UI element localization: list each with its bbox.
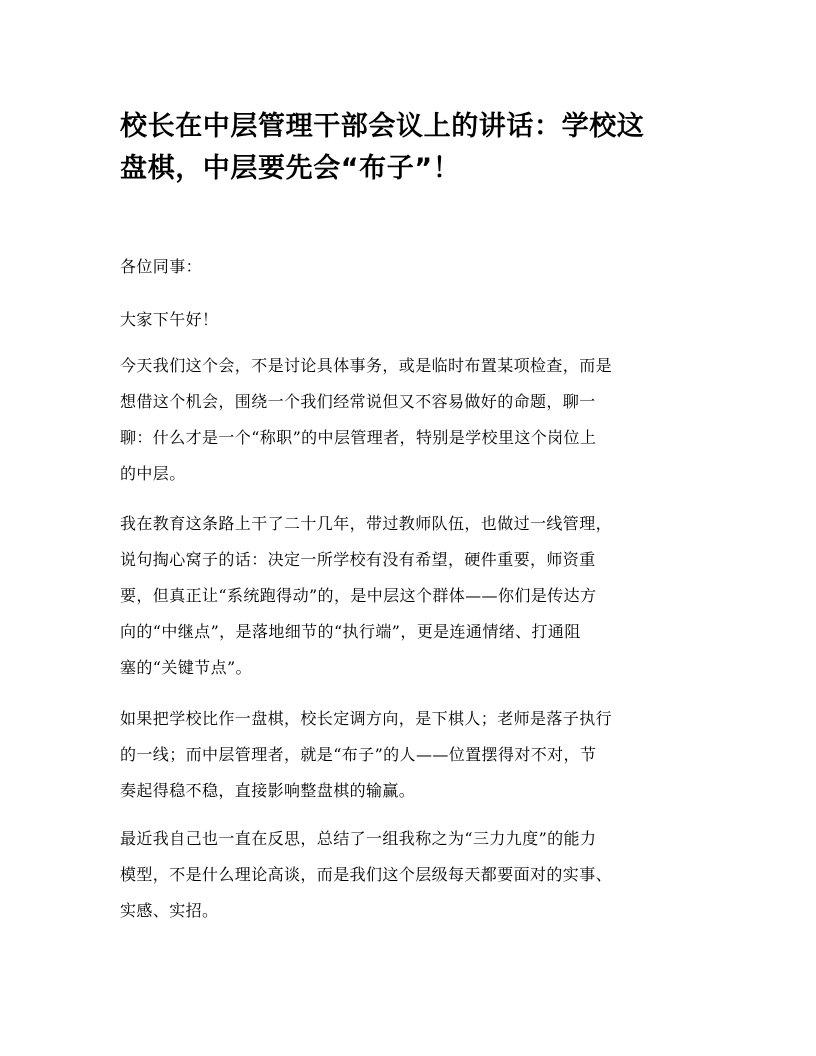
text-line: 奏起得稳不稳，直接影响整盘棋的输赢。 xyxy=(120,781,416,800)
title-line: 盘棋，中层要先会“布子”！ xyxy=(120,153,461,184)
text-line: 模型，不是什么理论高谈，而是我们这个层级每天都要面对的实事、 xyxy=(120,865,613,884)
title-line: 校长在中层管理干部会议上的讲话：学校这 xyxy=(120,111,645,142)
body-paragraph xyxy=(120,701,612,809)
text-line: 如果把学校比作一盘棋，校长定调方向，是下棋人；老师是落子执行 xyxy=(120,709,613,728)
text-line: 最近我自己也一直在反思，总结了一组我称之为“三力九度”的能力 xyxy=(120,829,597,848)
text-line: 想借这个机会，围绕一个我们经常说但又不容易做好的命题，聊一 xyxy=(120,392,596,411)
text-line: 实感、实招。 xyxy=(120,901,219,920)
body-paragraph xyxy=(120,348,612,492)
text-line: 的一线；而中层管理者，就是“布子”的人——位置摆得对不对，节 xyxy=(120,745,597,764)
text-line: 聊：什么才是一个“称职”的中层管理者，特别是学校里这个岗位上 xyxy=(120,428,597,447)
salutation-paragraph xyxy=(120,302,218,338)
document-title xyxy=(120,106,720,190)
text-line: 向的“中继点”，是落地细节的“执行端”，更是连通情绪、打通阻 xyxy=(120,622,581,641)
text-line: 各位同事： xyxy=(120,257,203,276)
greeting-paragraph xyxy=(120,249,202,285)
body-paragraph xyxy=(120,821,612,929)
text-line: 我在教育这条路上干了二十几年，带过教师队伍，也做过一线管理， xyxy=(120,514,613,533)
body-paragraph xyxy=(120,506,612,686)
text-line: 要，但真正让“系统跑得动”的，是中层这个群体——你们是传达方 xyxy=(120,586,597,605)
text-line: 大家下午好！ xyxy=(120,310,219,329)
text-line: 今天我们这个会，不是讨论具体事务，或是临时布置某项检查，而是 xyxy=(120,356,613,375)
text-line: 塞的“关键节点”。 xyxy=(120,658,252,677)
text-line: 的中层。 xyxy=(120,464,186,483)
text-line: 说句掏心窝子的话：决定一所学校有没有希望，硬件重要，师资重 xyxy=(120,550,596,569)
